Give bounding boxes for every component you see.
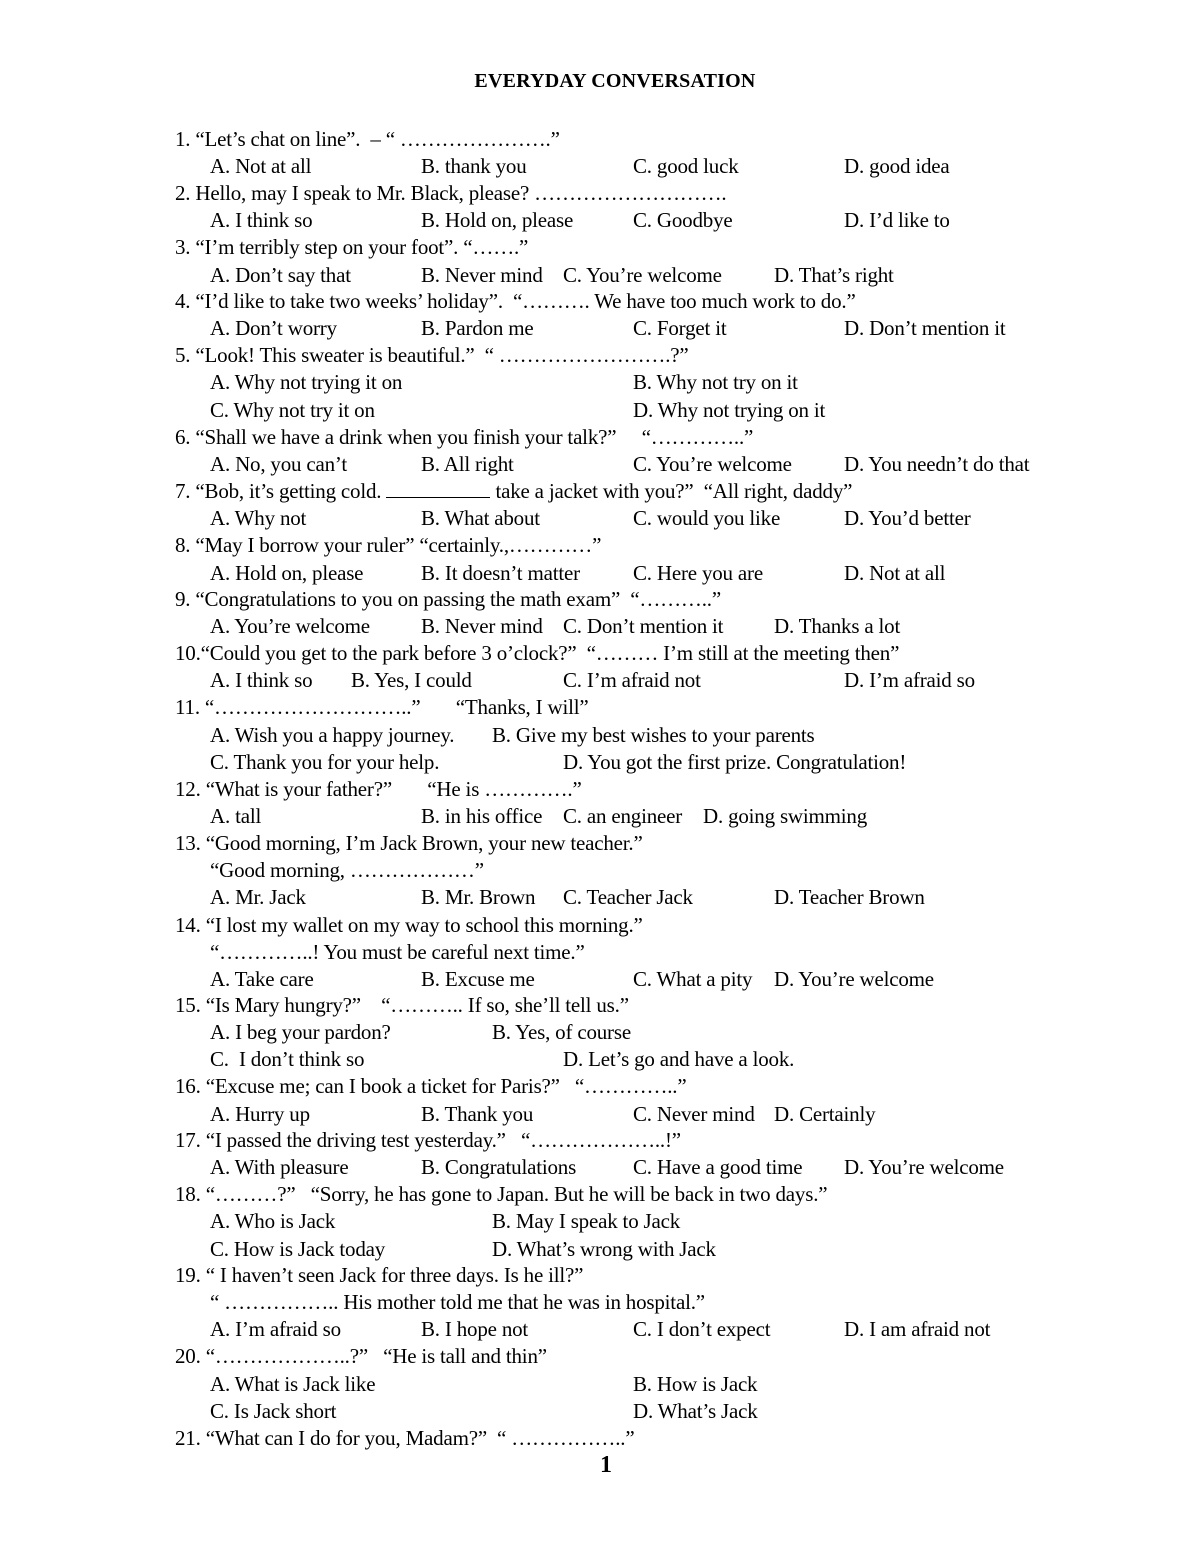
option-a: A. Mr. Jack (210, 885, 306, 909)
option-b: B. I hope not (421, 1317, 529, 1341)
option-b: B. What about (421, 506, 540, 530)
question-stem (175, 478, 852, 505)
answer-blank (386, 479, 490, 498)
question-stem-line2: “ …………….. His mother told me that he was in hospital.” (210, 1290, 705, 1314)
option-d: D. You’d better (844, 506, 971, 530)
option-d: D. Not at all (844, 561, 946, 585)
option-a: A. Take care (210, 967, 314, 991)
option-c: C. You’re welcome (633, 452, 792, 476)
option-d: D. Let’s go and have a look. (563, 1047, 795, 1071)
option-c: C. good luck (633, 154, 739, 178)
option-b: B. thank you (421, 154, 527, 178)
option-c: C. Never mind (633, 1102, 755, 1126)
option-b: B. Thank you (421, 1102, 534, 1126)
page-title: EVERYDAY CONVERSATION (474, 70, 756, 92)
option-c: C. You’re welcome (563, 263, 722, 287)
question-stem-line2: “…………..! You must be careful next time.” (210, 940, 585, 964)
option-c: C. Thank you for your help. (210, 750, 440, 774)
question-stem: 6. “Shall we have a drink when you finish your talk?” “…………..” (175, 425, 754, 449)
option-b: B. Why not try on it (633, 370, 798, 394)
option-a: A. Who is Jack (210, 1209, 336, 1233)
question-stem: 15. “Is Mary hungry?” “……….. If so, she’ll tell us.” (175, 993, 629, 1017)
question-stem: 18. “………?” “Sorry, he has gone to Japan. But he will be back in two days.” (175, 1182, 828, 1206)
option-a: A. Why not trying it on (210, 370, 403, 394)
option-b: B. All right (421, 452, 514, 476)
question-stem: 17. “I passed the driving test yesterday.” “………………..!” (175, 1128, 681, 1152)
option-c: C. I don’t expect (633, 1317, 771, 1341)
option-b: B. It doesn’t matter (421, 561, 580, 585)
option-a: A. Don’t say that (210, 263, 351, 287)
option-d: D. Why not trying on it (633, 398, 826, 422)
option-b: B. May I speak to Jack (492, 1209, 681, 1233)
option-c: C. How is Jack today (210, 1237, 386, 1261)
option-b: B. Mr. Brown (421, 885, 536, 909)
option-b: B. Pardon me (421, 316, 534, 340)
option-a: A. Wish you a happy journey. (210, 723, 455, 747)
option-b: B. Excuse me (421, 967, 535, 991)
option-a: A. Hurry up (210, 1102, 310, 1126)
option-a: A. Not at all (210, 154, 312, 178)
option-d: D. That’s right (774, 263, 894, 287)
option-c: C. Goodbye (633, 208, 733, 232)
option-d: D. Don’t mention it (844, 316, 1006, 340)
option-b: B. Give my best wishes to your parents (492, 723, 815, 747)
option-d: D. I’d like to (844, 208, 950, 232)
question-stem: 21. “What can I do for you, Madam?” “ ……………..” (175, 1426, 635, 1450)
option-a: A. Hold on, please (210, 561, 364, 585)
question-stem: 5. “Look! This sweater is beautiful.” “ …………………….?” (175, 343, 689, 367)
option-a: A. You’re welcome (210, 614, 370, 638)
option-d: D. You’re welcome (844, 1155, 1004, 1179)
question-stem: 10.“Could you get to the park before 3 o’clock?” “……… I’m still at the meeting then” (175, 641, 900, 665)
option-c: C. I’m afraid not (563, 668, 701, 692)
option-d: D. Certainly (774, 1102, 876, 1126)
option-b: B. Congratulations (421, 1155, 577, 1179)
option-c: C. Forget it (633, 316, 727, 340)
option-a: A. Don’t worry (210, 316, 337, 340)
option-c: C. Have a good time (633, 1155, 803, 1179)
question-stem: 11. “………………………..” “Thanks, I will” (175, 695, 589, 719)
option-a: A. With pleasure (210, 1155, 349, 1179)
question-stem: 2. Hello, may I speak to Mr. Black, please? ………………………. (175, 181, 727, 205)
option-a: A. tall (210, 804, 262, 828)
stem-start: 7. “Bob, it’s getting cold. (175, 479, 387, 503)
option-c: C. would you like (633, 506, 781, 530)
page-number: 1 (600, 1452, 612, 1478)
option-a: A. What is Jack like (210, 1372, 376, 1396)
option-d: D. You needn’t do that (844, 452, 1030, 476)
option-b: B. How is Jack (633, 1372, 758, 1396)
question-stem-line2: “Good morning, ………………” (210, 858, 484, 882)
question-stem: 16. “Excuse me; can I book a ticket for Paris?” “…………..” (175, 1074, 687, 1098)
question-stem: 14. “I lost my wallet on my way to school this morning.” (175, 913, 643, 937)
option-a: A. No, you can’t (210, 452, 347, 476)
option-d: D. You’re welcome (774, 967, 934, 991)
question-stem: 9. “Congratulations to you on passing the math exam” “………..” (175, 587, 721, 611)
question-stem: 13. “Good morning, I’m Jack Brown, your new teacher.” (175, 831, 643, 855)
option-b: B. Never mind (421, 614, 543, 638)
question-stem: 19. “ I haven’t seen Jack for three days. Is he ill?” (175, 1263, 584, 1287)
option-b: B. Hold on, please (421, 208, 574, 232)
option-c: C. Here you are (633, 561, 763, 585)
option-b: B. Never mind (421, 263, 543, 287)
option-d: D. I am afraid not (844, 1317, 991, 1341)
question-stem: 20. “………………..?” “He is tall and thin” (175, 1344, 547, 1368)
option-c: C. Don’t mention it (563, 614, 724, 638)
option-d: D. Thanks a lot (774, 614, 901, 638)
question-stem: 12. “What is your father?” “He is ………….” (175, 777, 582, 801)
stem-end: take a jacket with you?” “All right, daddy” (490, 479, 853, 503)
option-d: D. Teacher Brown (774, 885, 925, 909)
option-c: C. I don’t think so (210, 1047, 365, 1071)
option-a: A. Why not (210, 506, 307, 530)
option-b: B. Yes, of course (492, 1020, 631, 1044)
option-c: C. Why not try it on (210, 398, 375, 422)
option-a: A. I think so (210, 668, 313, 692)
option-d: D. good idea (844, 154, 950, 178)
option-a: A. I beg your pardon? (210, 1020, 391, 1044)
option-d: D. You got the first prize. Congratulation! (563, 750, 907, 774)
option-a: A. I think so (210, 208, 313, 232)
option-d: D. What’s Jack (633, 1399, 758, 1423)
option-c: C. What a pity (633, 967, 753, 991)
option-c: C. Teacher Jack (563, 885, 693, 909)
option-b: B. Yes, I could (351, 668, 472, 692)
question-stem: 1. “Let’s chat on line”. – “ ………………….” (175, 127, 560, 151)
option-d: D. I’m afraid so (844, 668, 975, 692)
option-c: C. an engineer (563, 804, 683, 828)
option-d: D. going swimming (703, 804, 868, 828)
question-stem: 3. “I’m terribly step on your foot”. “…….” (175, 235, 529, 259)
option-a: A. I’m afraid so (210, 1317, 341, 1341)
option-b: B. in his office (421, 804, 543, 828)
option-c: C. Is Jack short (210, 1399, 337, 1423)
question-stem: 8. “May I borrow your ruler” “certainly.,…………” (175, 533, 602, 557)
question-stem: 4. “I’d like to take two weeks’ holiday”. “………. We have too much work to do.” (175, 289, 856, 313)
option-d: D. What’s wrong with Jack (492, 1237, 716, 1261)
